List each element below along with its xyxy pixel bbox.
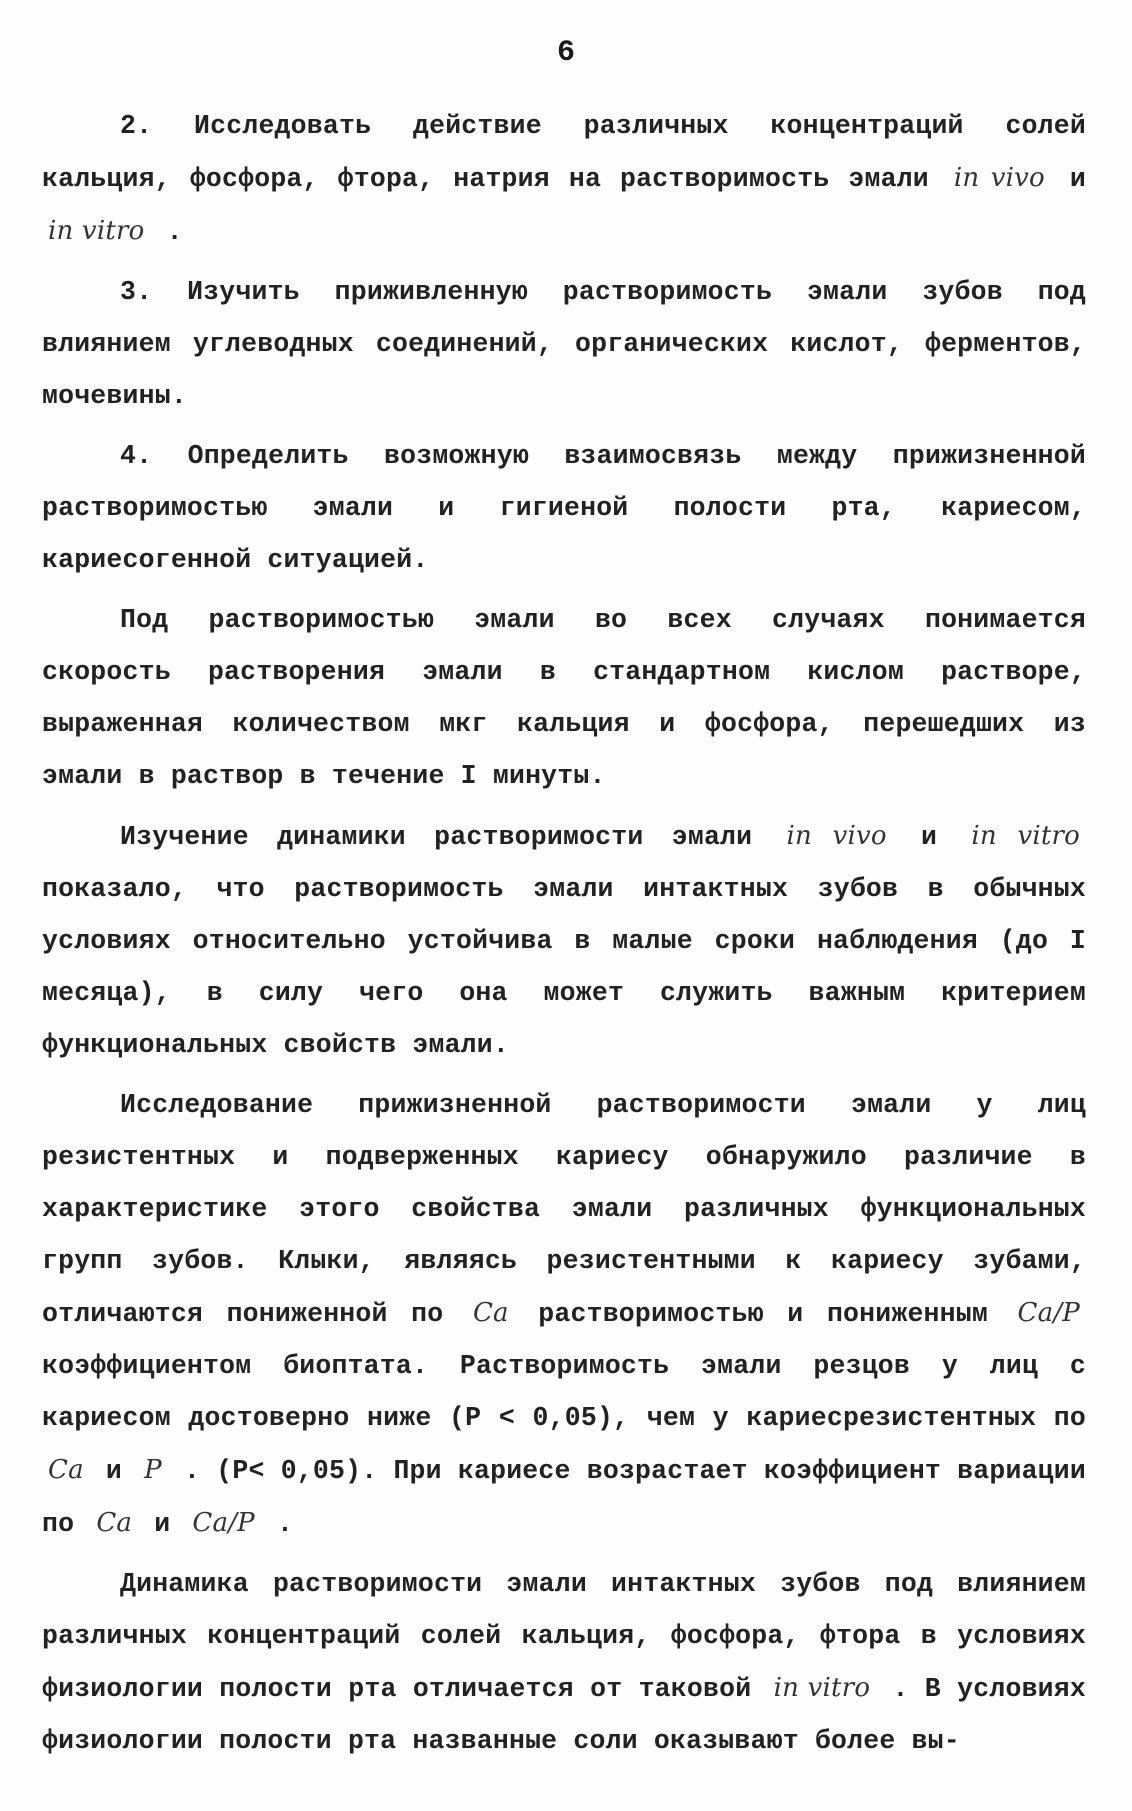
typed-text: . (P< 0,05). При кариесе возрастает коэффициент вариации по — [42, 1456, 1086, 1539]
typed-text: и — [1050, 164, 1086, 194]
page-number: 6 — [556, 36, 575, 70]
paragraph — [42, 1079, 1086, 1550]
paragraph — [42, 1558, 1086, 1767]
paragraph — [42, 266, 1086, 422]
typed-text: 2. Исследовать действие различных концентраций солей кальция, фосфора, фтора, натрия на растворимость эмали — [42, 111, 1086, 194]
typed-text: показало, что растворимость эмали интактных зубов в обычных условиях относительно устойчива в малые сроки наблюдения (до I месяца), в силу чего она может служить важным критерием функциональных свойств эмали. — [42, 874, 1086, 1060]
paragraph — [42, 594, 1086, 802]
handwritten-insertion: P — [144, 1455, 162, 1485]
handwritten-insertion: Ca/P — [192, 1508, 255, 1538]
typed-text: Исследование прижизненной растворимости эмали у лиц резистентных и подверженных кариесу обнаружило различие в характеристике этого свойства эмали различных функциональных групп зубов. Клыки, являясь резистентными к кариесу зубами, отличаются пониженной по — [42, 1090, 1086, 1329]
typed-text: 4. Определить возможную взаимосвязь между прижизненной растворимостью эмали и гигиеной полости рта, кариесом, кариесогенной ситуацией. — [42, 441, 1086, 575]
typed-text: . — [150, 217, 183, 247]
handwritten-insertion: Ca — [96, 1508, 133, 1538]
typed-text: Динамика растворимости эмали интактных зубов под влиянием различных концентраций солей кальция, фосфора, фтора в условиях физиологии полости рта отличается от таковой — [42, 1569, 1086, 1704]
document-body — [42, 100, 1086, 1775]
paragraph — [42, 810, 1086, 1071]
typed-text: и — [138, 1509, 187, 1539]
paragraph — [42, 100, 1086, 258]
typed-text: 3. Изучить приживленную растворимость эмали зубов под влиянием углеводных соединений, органических кислот, ферментов, мочевины. — [42, 277, 1086, 411]
typed-text: Под растворимостью эмали во всех случаях понимается скорость растворения эмали в стандартном кислом растворе, выраженная количеством мкг кальция и фосфора, перешедших из эмали в раствор в течение I минуты. — [42, 605, 1086, 791]
typed-text: и — [89, 1456, 139, 1486]
handwritten-insertion: Ca/P — [1017, 1298, 1080, 1328]
paragraph — [42, 430, 1086, 586]
handwritten-insertion: in vitro — [971, 821, 1080, 851]
handwritten-insertion: in vivo — [786, 821, 887, 851]
typed-text: и — [892, 822, 966, 852]
handwritten-insertion: in vitro — [773, 1673, 871, 1703]
handwritten-insertion: in vitro — [48, 216, 145, 246]
handwritten-insertion: Ca — [472, 1298, 509, 1328]
handwritten-insertion: Ca — [48, 1455, 84, 1485]
typed-text: Изучение динамики растворимости эмали — [120, 822, 781, 852]
handwritten-insertion: in vivo — [953, 163, 1045, 193]
typed-text: растворимостью и пониженным — [514, 1299, 1012, 1329]
typed-text: коэффициентом биоптата. Растворимость эмали резцов у лиц с кариесом достоверно ниже (P < 0,05), чем у кариесрезистентных по — [42, 1351, 1086, 1433]
typed-text: . — [260, 1509, 294, 1539]
typed-text: . В условиях физиологии полости рта названные соли оказывают более вы- — [42, 1674, 1086, 1756]
